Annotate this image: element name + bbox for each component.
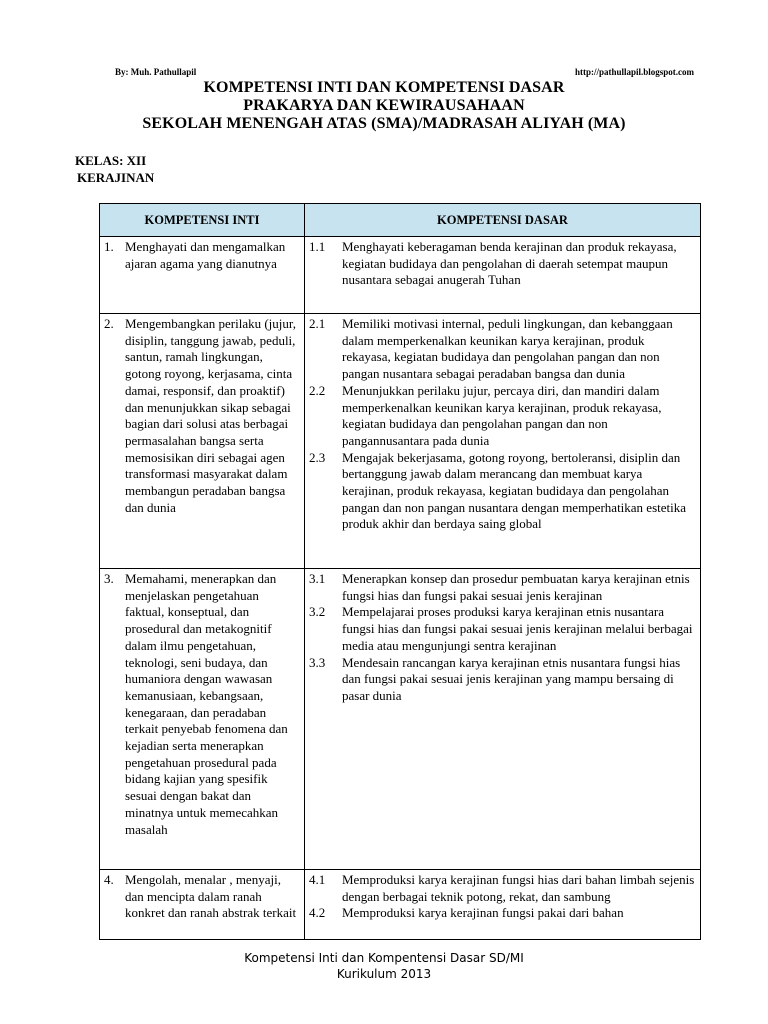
blog-url: http://pathullapil.blogspot.com (574, 67, 694, 77)
kd-number: 3.2 (309, 604, 326, 620)
kd-text: Menerapkan konsep dan prosedur pembuatan karya kerajinan etnis fungsi hias dan fungsi pakai sesuai jenis kerajinan (342, 571, 690, 603)
kd-text: Mengajak bekerjasama, gotong royong, bertoleransi, disiplin dan bertanggung jawab dalam merancang dan membuat karya kerajinan, produk rekayasa, kegiatan budidaya dan pengolahan pangan dan non pangan nusantara dengan memperhatikan estetika produk akhir dan berdaya saing global (342, 449, 687, 532)
kd-text: Menunjukkan perilaku jujur, percaya diri, dan mandiri dalam memperkenalkan keunikan karya kerajinan, produk rekayasa, kegiatan budidaya dan pengolahan pangan dan non pangannusantara pada dunia (342, 382, 662, 448)
ki-text: Mengembangkan perilaku (jujur, disiplin, tanggung jawab, peduli, santun, ramah lingkungan, gotong royong, kerjasama, cinta damai, responsif, dan proaktif) dan menunjukkan sikap sebagai bagian dari solusi atas berbagai permasalahan bangsa serta memosisikan diri sebagai agen transformasi masyarakat dalam membangun peradaban bangsa dan dunia (125, 316, 296, 515)
ki-item (100, 870, 304, 924)
kd-number: 2.2 (309, 382, 326, 398)
kd-number: 4.2 (309, 905, 326, 921)
table-row (100, 870, 701, 940)
table-header-row (100, 204, 701, 237)
kd-text: Memiliki motivasi internal, peduli lingkungan, dan kebanggaan dalam memperkenalkan keunikan karya kerajinan, produk rekayasa, kegiatan budidaya dan pengolahan pangan dan non pangan nusantara sebagai peradaban bangsa dan dunia (342, 316, 673, 382)
ki-cell (100, 237, 305, 314)
kd-cell (305, 870, 701, 940)
kd-text: Mempelajarai proses produksi karya kerajinan etnis nusantara fungsi hias dan fungsi pakai sesuai jenis kerajinan melalui berbagai media atau mengunjungi sentra kerajinan (342, 604, 693, 653)
kd-number: 4.1 (309, 872, 326, 887)
class-info (75, 152, 154, 186)
kd-cell (305, 569, 701, 870)
kd-number: 2.3 (309, 449, 326, 465)
kd-item (305, 872, 700, 905)
header-kompetensi-dasar: KOMPETENSI DASAR (305, 204, 701, 237)
footer-curriculum: Kurikulum 2013 (336, 967, 432, 981)
footer-title: Kompetensi Inti dan Kompentensi Dasar SD/MI (244, 951, 524, 965)
ki-number: 4. (104, 872, 114, 887)
kd-number: 1.1 (309, 239, 326, 254)
kd-item (305, 571, 700, 604)
school-title: SEKOLAH MENENGAH ATAS (SMA)/MADRASAH ALIYAH (MA) (142, 115, 626, 132)
kd-number: 3.3 (309, 654, 326, 670)
page-footer (0, 950, 768, 982)
kd-item (305, 239, 700, 289)
class-label: KELAS: XII (75, 153, 147, 168)
ki-cell (100, 870, 305, 940)
header-kompetensi-inti: KOMPETENSI INTI (100, 204, 305, 237)
kd-item (305, 655, 700, 705)
table-row (100, 237, 701, 314)
kd-item (305, 450, 700, 534)
kd-text: Memproduksi karya kerajinan fungsi pakai dari bahan (342, 905, 624, 921)
kd-item (305, 316, 700, 383)
subject-title: PRAKARYA DAN KEWIRAUSAHAAN (243, 97, 525, 114)
ki-text: Mengolah, menalar , menyaji, dan mencipta dalam ranah konkret dan ranah abstrak terkait (125, 872, 297, 921)
ki-number: 2. (104, 316, 114, 331)
ki-cell (100, 314, 305, 569)
ki-item (100, 569, 304, 840)
ki-cell (100, 569, 305, 870)
kd-number: 2.1 (309, 316, 326, 331)
kd-item (305, 905, 700, 922)
kd-text: Mendesain rancangan karya kerajinan etnis nusantara fungsi hias dan fungsi pakai sesuai jenis kerajinan yang mampu bersaing di pasar dunia (342, 654, 681, 703)
document-title: KOMPETENSI INTI DAN KOMPETENSI DASAR (203, 79, 565, 96)
subject-label: KERAJINAN (77, 170, 155, 185)
ki-item (100, 237, 304, 274)
ki-text: Memahami, menerapkan dan menjelaskan pengetahuan faktual, konseptual, dan prosedural dan metakognitif dalam ilmu pengetahuan, teknologi, seni budaya, dan humaniora dengan wawasan kemanusiaan, kebangsaan, kenegaraan, dan peradaban terkait penyebab fenomena dan kejadian serta menerapkan pengetahuan prosedural pada bidang kajian yang spesifik sesuai dengan bakat dan minatnya untuk memecahkan masalah (125, 571, 288, 837)
author-byline: By: Muh. Pathullapil (115, 67, 197, 77)
ki-text: Menghayati dan mengamalkan ajaran agama yang dianutnya (125, 239, 286, 271)
kd-number: 3.1 (309, 571, 326, 586)
table-row (100, 569, 701, 870)
ki-number: 3. (104, 571, 114, 586)
kd-text: Memproduksi karya kerajinan fungsi hias dari bahan limbah sejenis dengan berbagai teknik potong, rekat, dan sambung (342, 872, 695, 904)
ki-number: 1. (104, 239, 114, 254)
competency-table (99, 203, 701, 940)
kd-item (305, 383, 700, 450)
kd-cell (305, 314, 701, 569)
document-title-block (0, 79, 768, 133)
kd-cell (305, 237, 701, 314)
kd-text: Menghayati keberagaman benda kerajinan dan produk rekayasa, kegiatan budidaya dan pengolahan di daerah setempat maupun nusantara sebagai anugerah Tuhan (342, 239, 677, 288)
ki-item (100, 314, 304, 518)
table-row (100, 314, 701, 569)
kd-item (305, 604, 700, 654)
